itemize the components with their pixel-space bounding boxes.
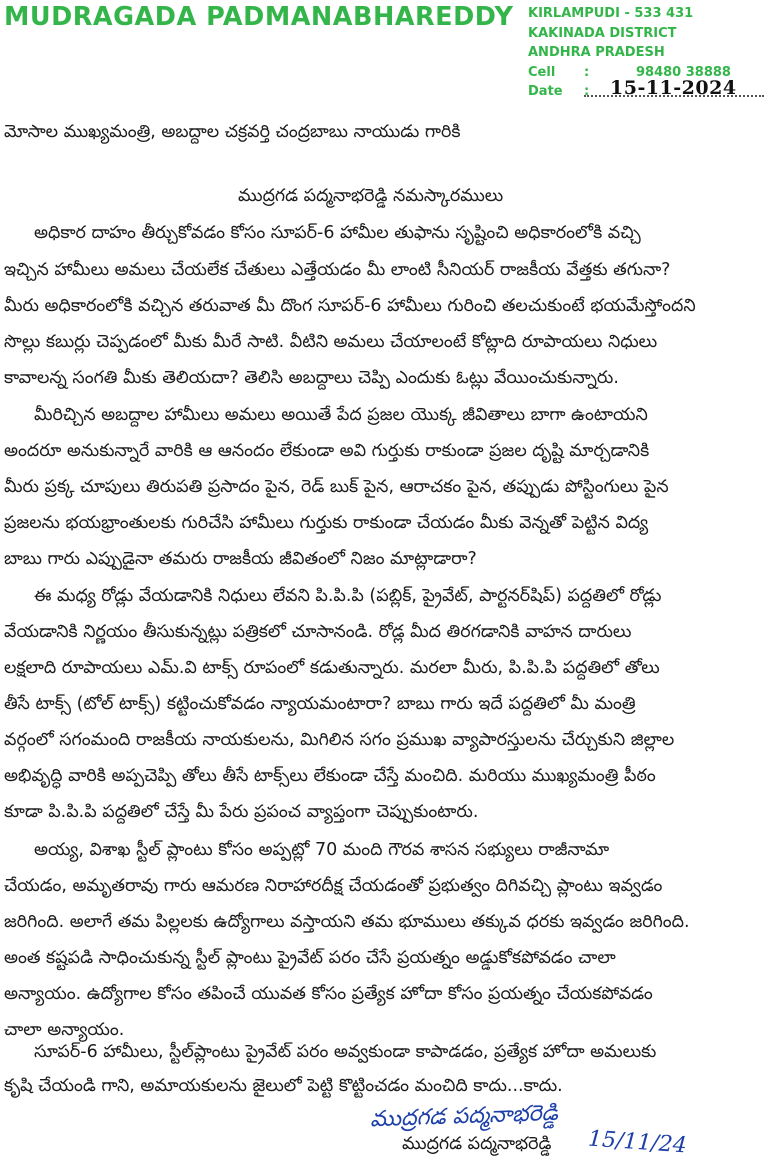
greeting: ముద్రగడ పద్మనాభరెడ్డి నమస్కారములు <box>238 186 504 206</box>
body-line: వేయడానికి నిర్ణయం తీసుకున్నట్లు పత్రికలో చూసానండి. రోడ్ల మీద తిరగడానికి వాహన దారులు <box>4 622 632 642</box>
handwritten-signature: ముద్రగడ పద్మనాభరెడ్డి <box>369 1100 559 1133</box>
date-value: 15-11-2024 <box>610 77 737 99</box>
date-label: Date <box>528 84 563 99</box>
printed-signature-name: ముద్రగడ పద్మనాభరెడ్డి <box>402 1134 552 1154</box>
body-line: చాలా అన్యాయం. <box>4 1020 125 1040</box>
body-line: అభివృద్ధి వారికి అప్పచెప్పి తోలు తీసే టాక్స్‌లు లేకుండా చేస్తే మంచిది. మరియు ముఖ్యమంత్రి పీఠం <box>4 766 656 786</box>
address-line-2: KAKINADA DISTRICT <box>528 25 677 41</box>
body-line: అయ్య, విశాఖ స్టీల్ ప్లాంటు కోసం అప్పట్లో 70 మంది గౌరవ శాసన సభ్యులు రాజీనామా <box>34 840 610 860</box>
body-line: బాబు గారు ఎప్పుడైనా తమరు రాజకీయ జీవితంలో నిజం మాట్లాడారా? <box>4 549 477 569</box>
body-line: కావాలన్న సంగతి మీకు తెలియదా? తెలిసి అబద్దాలు చెప్పి ఎందుకు ఓట్లు వేయించుకున్నారు. <box>4 368 619 388</box>
body-line: ప్రజలను భయభ్రాంతులకు గురిచేసి హామీలు గుర్తుకు రాకుండా చేయడం మీకు వెన్నతో పెట్టిన విద్య <box>4 513 649 533</box>
body-line: మీరు అధికారంలోకి వచ్చిన తరువాత మీ దొంగ సూపర్-6 హామీలు గురించి తలచుకుంటే భయమేస్తోందని <box>4 296 696 316</box>
body-line: జరిగింది. అలాగే తమ పిల్లలకు ఉద్యోగాలు వస్తాయని తమ భూములు తక్కువ ధరకు ఇవ్వడం జరిగింది. <box>4 912 690 932</box>
handwritten-date: 15/11/24 <box>587 1126 688 1159</box>
salutation: మోసాల ముఖ్యమంత్రి, అబద్దాల చక్రవర్తి చంద్రబాబు నాయుడు గారికి <box>4 122 461 142</box>
body-line: ఈ మధ్య రోడ్లు వేయడానికి నిధులు లేవని పి.పి.పి (పబ్లిక్, ప్రైవేట్, పార్టనర్‌షిప్) పద్దతిలో రోడ్లు <box>34 586 662 606</box>
body-line: అధికార దాహం తీర్చుకోవడం కోసం సూపర్-6 హామీల తుఫాను సృష్టించి అధికారంలోకి వచ్చి <box>34 223 641 243</box>
body-line: మీరు ప్రక్క చూపులు తిరుపతి ప్రసాదం పైన, రెడ్ బుక్ పైన, ఆరాచకం పైన, తప్పుడు పోస్టింగులు పైన <box>4 477 669 497</box>
date-row <box>528 77 764 102</box>
cell-label: Cell <box>528 64 556 80</box>
body-line: అన్యాయం. ఉద్యోగాల కోసం తపించే యువత కోసం ప్రత్యేక హోదా కోసం ప్రయత్నం చేయకపోవడం <box>4 984 653 1004</box>
date-colon: : <box>584 84 590 99</box>
body-line: వర్గంలో సగంమంది రాజకీయ నాయకులను, మిగిలిన సగం ప్రముఖ వ్యాపారస్తులను చేర్చుకుని జిల్లాల <box>4 730 675 750</box>
letterhead-name: MUDRAGADA PADMANABHAREDDY <box>4 2 514 32</box>
body-line: కృషి చేయండి గాని, అమాయకులను జైలులో పెట్టి కొట్టించడం మంచిది కాదు...కాదు. <box>4 1076 563 1096</box>
body-line: సొల్లు కబుర్లు చెప్పడంలో మీకు మీరే సాటి. వీటిని అమలు చేయాలంటే కోట్లాది రూపాయలు నిధులు <box>4 332 658 352</box>
body-line: మీరిచ్చిన అబద్దాల హామీలు అమలు అయితే పేద ప్రజల యొక్క జీవితాలు బాగా ఉంటాయని <box>34 405 648 425</box>
body-line: లక్షలాది రూపాయలు ఎమ్.వి టాక్స్ రూపంలో కడుతున్నారు. మరలా మీరు, పి.పి.పి పద్దతిలో తోలు <box>4 658 660 678</box>
address-line-1: KIRLAMPUDI - 533 431 <box>528 6 694 21</box>
body-line: ఇచ్చిన హామీలు అమలు చేయలేక చేతులు ఎత్తేయడం మీ లాంటి సీనియర్ రాజకీయ వేత్తకు తగునా? <box>4 260 671 280</box>
address-line-3: ANDHRA PRADESH <box>528 45 665 60</box>
body-line: తీసే టాక్స్ (టోల్ టాక్స్) కట్టించుకోవడం న్యాయమంటారా? బాబు గారు ఇదే పద్దతిలో మీ మంత్రి <box>4 694 636 714</box>
body-line: అంత కష్టపడి సాధించుకున్న స్టీల్ ప్లాంటు ప్రైవేట్ పరం చేసే ప్రయత్నం అడ్డుకోకపోవడం చాలా <box>4 948 616 968</box>
body-line: అందరూ అనుకున్నారే వారికి ఆ ఆనందం లేకుండా అవి గుర్తుకు రాకుండా ప్రజల దృష్టి మార్చడానికి <box>4 441 650 461</box>
letterhead-address <box>528 4 764 102</box>
cell-number: 98480 38888 <box>636 64 731 80</box>
body-line: సూపర్-6 హామీలు, స్టీల్‌ప్లాంటు ప్రైవేట్ పరం అవ్వకుండా కాపాడడం, ప్రత్యేక హోదా అమలుకు <box>34 1042 657 1062</box>
body-line: కూడా పి.పి.పి పద్దతిలో చేస్తే మీ పేరు ప్రపంచ వ్యాప్తంగా చెప్పుకుంటారు. <box>4 802 479 822</box>
body-line: చేయడం, అమృతరావు గారు ఆమరణ నిరాహారదీక్ష చేయడంతో ప్రభుత్వం దిగివచ్చి ప్లాంటు ఇవ్వడం <box>4 876 663 896</box>
cell-colon: : <box>584 64 590 80</box>
